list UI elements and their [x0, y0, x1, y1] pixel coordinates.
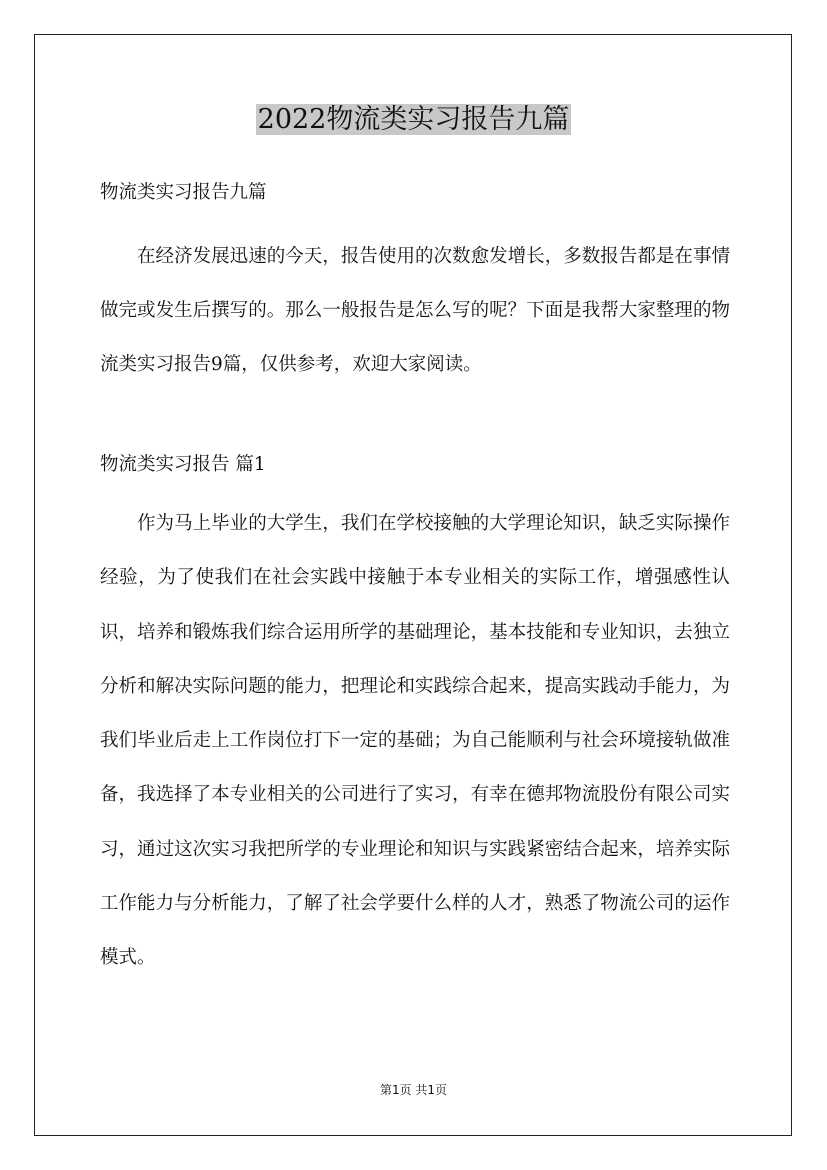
section-paragraph: 作为马上毕业的大学生，我们在学校接触的大学理论知识，缺乏实际操作经验，为了使我们在社会实践中接触于本专业相关的实际工作，增强感性认识，培养和锻炼我们综合运用所学的基础理论，基本技能和专业知识，去独立分析和解决实际问题的能力，把理论和实践综合起来，提高实践动手能力，为我们毕业后走上工作岗位打下一定的基础；为自己能顺利与社会环境接轨做准备，我选择了本专业相关的公司进行了实习，有幸在德邦物流股份有限公司实习，通过这次实习我把所学的专业理论和知识与实践紧密结合起来，培养实际工作能力与分析能力，了解了社会学要什么样的人才，熟悉了物流公司的运作模式。	[100, 513, 730, 969]
document-title	[0, 100, 827, 140]
document-title-text: 2022物流类实习报告九篇	[257, 104, 570, 135]
intro-paragraph: 在经济发展迅速的今天，报告使用的次数愈发增长，多数报告都是在事情做完或发生后撰写的。那么一般报告是怎么写的呢？下面是我帮大家整理的物流类实习报告9篇，仅供参考，欢迎大家阅读。	[100, 246, 730, 375]
page-footer: 第1页 共1页	[379, 1083, 448, 1097]
section-heading: 物流类实习报告 篇1	[100, 454, 266, 475]
document-subtitle: 物流类实习报告九篇	[100, 182, 267, 203]
